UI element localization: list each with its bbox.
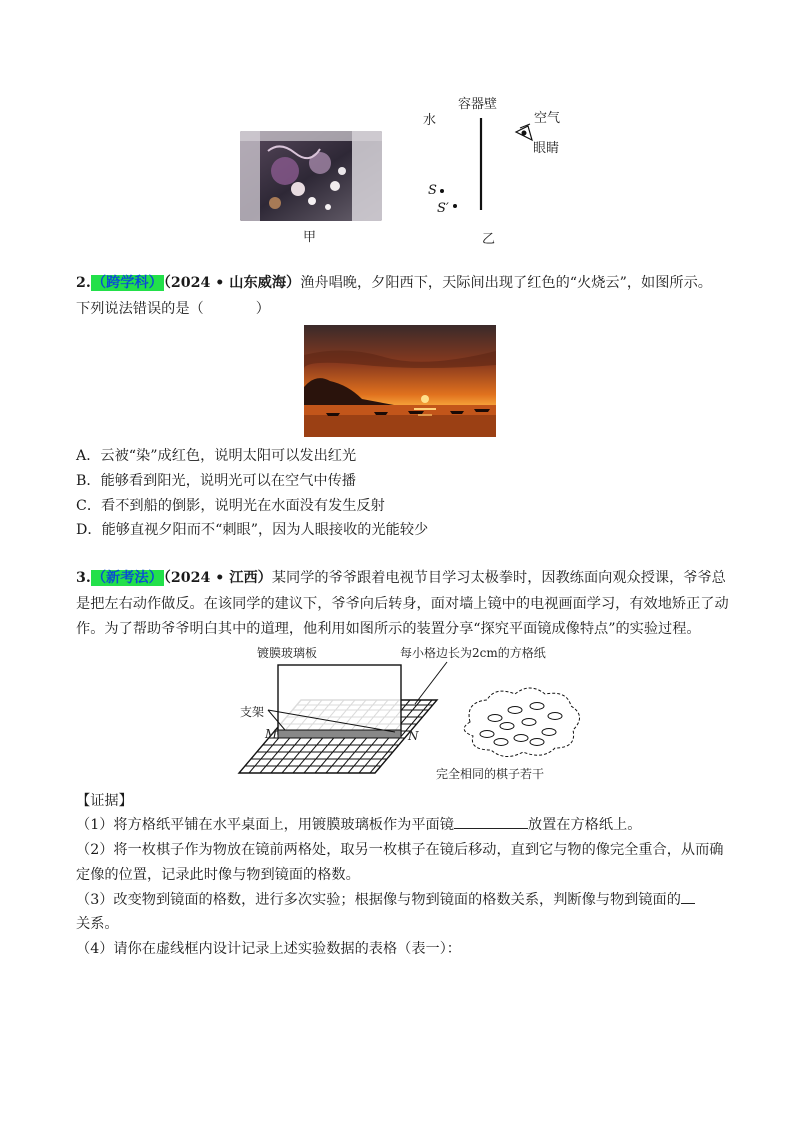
label-glass-plate: 镀膜玻璃板 [257,646,318,660]
q2-stem-paren: ） [255,301,270,317]
label-stand: 支架 [240,705,265,719]
label-chess-pieces: 完全相同的棋子若干 [436,767,545,781]
label-m: M [265,727,278,741]
q2-sunset-photo [304,325,496,437]
caption-yi: 乙 [482,232,496,247]
q2-option-c: C．看不到船的倒影，说明光在水面没有发生反射 [76,498,385,514]
q3-step3-line2: 关系。 [76,916,119,932]
q2-option-b: B．能够看到阳光，说明光可以在空气中传播 [76,473,356,489]
figure-jia-photo [240,131,382,221]
glass-plate [278,665,401,734]
q3-step1-a: （1）将方格纸平铺在水平桌面上，用镀膜玻璃板作为平面镜 [76,817,454,833]
q3-stem-line1: 某同学的爷爷跟着电视节目学习太极拳时，因教练面向观众授课，爷爷总 [271,570,726,586]
label-water: 水 [423,113,437,128]
q2-stem-line2: 下列说法错误的是（ [76,301,204,317]
point-s [440,189,444,193]
q3-step2-line1: （2）将一枚棋子作为物放在镜前两格处，取另一枚棋子在镜后移动，直到它与物的像完全重合，从而确 [76,842,724,858]
q3-source: （2024 • 江西） [163,570,272,586]
q3-step1-blank[interactable] [454,828,528,829]
q2-tag: （跨学科） [91,275,163,291]
chess-pieces-cloud [464,688,579,757]
eye-icon [516,124,532,140]
q2-line2 [76,296,270,322]
q3-step1 [76,812,641,838]
stand-base [278,730,401,738]
q3-stem-line2: 是把左右动作做反。在该同学的建议下，爷爷向后转身，面对墙上镜中的电视画面学习，有效地矫正了动 [76,596,729,612]
q2-option-a: A．云被“染”成红色，说明太阳可以发出红光 [76,448,357,464]
q2-option-d: D．能够直视夕阳而不“刺眼”，因为人眼接收的光能较少 [76,522,429,538]
q3-step3-line1 [76,887,695,913]
label-grid-paper: 每小格边长为2cm的方格纸 [400,646,546,660]
label-container-wall: 容器壁 [458,97,498,112]
q3-step4: （4）请你在虚线框内设计记录上述实验数据的表格（表一）： [76,941,461,957]
apparatus-diagram [225,640,585,780]
q3-step2-line2: 定像的位置，记录此时像与物到镜面的格数。 [76,867,360,883]
q3-step3-text: （3）改变物到镜面的格数，进行多次实验；根据像与物到镜面的格数关系，判断像与物到镜面的 [76,892,681,908]
q3-stem-line3: 作。为了帮助爷爷明白其中的道理，他利用如图所示的装置分享“探究平面镜成像特点”的实验过程。 [76,621,701,637]
sunset-image [304,325,496,437]
label-n: N [408,729,419,743]
label-s: S [428,183,437,198]
label-air: 空气 [534,111,561,126]
evidence-title: 【证据】 [76,793,133,809]
caption-jia: 甲 [303,230,317,245]
q2-number: 2. [76,275,91,291]
label-s-prime: S′ [437,201,449,216]
q3-step1-b: 放置在方格纸上。 [527,817,642,833]
q2-line1 [76,270,712,296]
q2-stem-line1: 渔舟唱晚，夕阳西下，天际间出现了红色的“火烧云”，如图所示。 [300,275,712,291]
q3-step3-blank[interactable] [681,903,695,904]
label-eye: 眼睛 [533,141,560,156]
point-s-prime [453,204,457,208]
aquarium-photo [240,131,382,221]
q2-source: （2024 • 山东威海） [163,275,301,291]
q3-number: 3. [76,570,91,586]
q3-tag: （新考法） [91,570,163,586]
q3-line1 [76,565,726,591]
